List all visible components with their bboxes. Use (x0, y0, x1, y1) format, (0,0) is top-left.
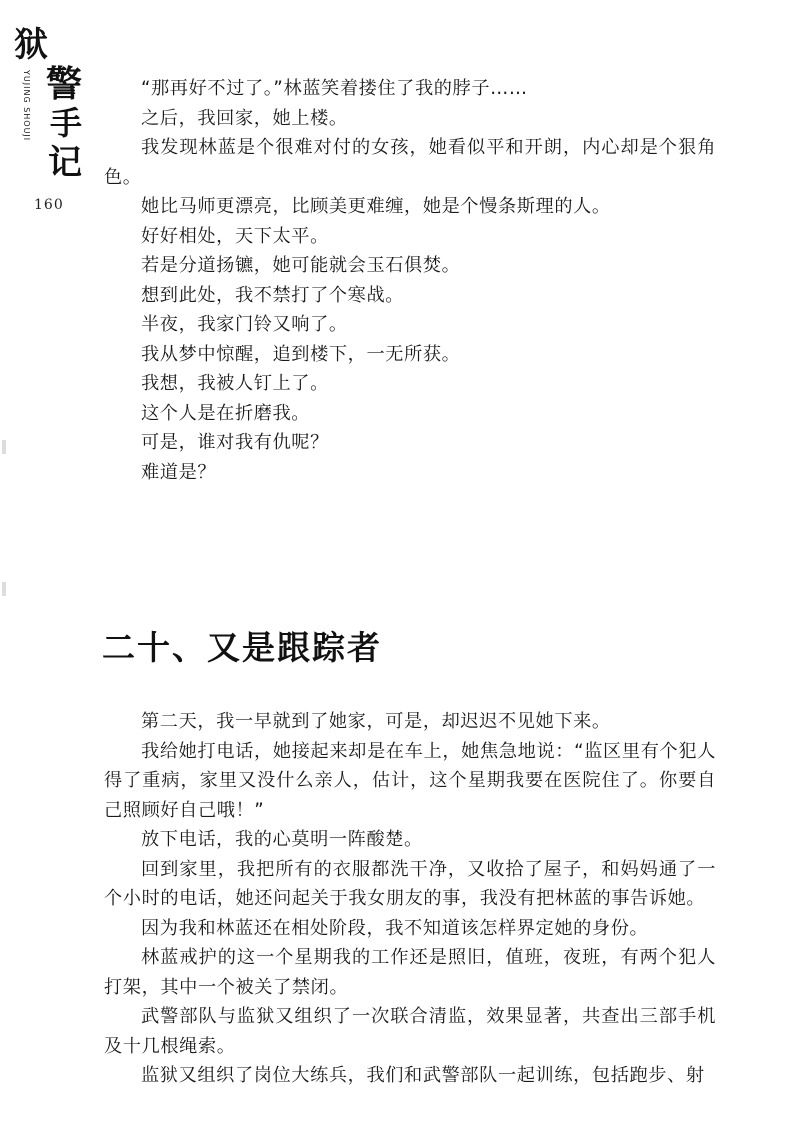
paragraph: 之后，我回家，她上楼。 (141, 107, 348, 129)
scan-artifact (2, 440, 6, 454)
paragraph: 放下电话，我的心莫明一阵酸楚。 (141, 829, 423, 850)
paragraph: 可是，谁对我有仇呢？ (141, 432, 329, 453)
page-number: 160 (34, 197, 64, 213)
paragraph: 回到家里，我把所有的衣服都洗干净，又收拾了屋子，和妈妈通了一个小时的电话，她还问起关于我女朋友的事，我没有把林蓝的事告诉她。 (104, 858, 716, 909)
section-two-text (104, 707, 716, 1091)
paragraph: 监狱又组织了岗位大练兵，我们和武警部队一起训练，包括跑步、射 (141, 1065, 705, 1086)
paragraph: 第二天，我一早就到了她家，可是，却迟迟不见她下来。 (141, 711, 611, 732)
paragraph: 好好相处，天下太平。 (141, 225, 329, 247)
paragraph: 她比马师更漂亮，比顾美更难缠，她是个慢条斯理的人。 (141, 196, 611, 217)
paragraph: 这个人是在折磨我。 (141, 402, 311, 424)
paragraph: 我想，我被人钉上了。 (141, 373, 329, 394)
paragraph: “那再好不过了。”林蓝笑着搂住了我的脖子…… (141, 78, 528, 99)
paragraph: 武警部队与监狱又组织了一次联合清监，效果显著，共查出三部手机及十几根绳索。 (104, 1006, 716, 1057)
paragraph: 若是分道扬镳，她可能就会玉石俱焚。 (141, 255, 461, 276)
paragraph: 半夜，我家门铃又响了。 (141, 314, 348, 335)
paragraph: 难道是？ (141, 461, 217, 483)
paragraph: 我从梦中惊醒，追到楼下，一无所获。 (141, 343, 461, 365)
section-one-text (104, 74, 716, 487)
paragraph: 我给她打电话，她接起来却是在车上，她焦急地说：“监区里有个犯人得了重病，家里又没什么亲人，估计，这个星期我要在医院住了。你要自己照顾好自己哦！” (104, 740, 716, 821)
book-logo (12, 22, 92, 182)
logo-pinyin: YUJING SHOUJI (22, 70, 31, 142)
paragraph: 因为我和林蓝还在相处阶段，我不知道该怎样界定她的身份。 (141, 917, 649, 939)
paragraph: 想到此处，我不禁打了个寒战。 (141, 284, 405, 306)
paragraph: 我发现林蓝是个很难对付的女孩，她看似平和开朗，内心却是个狠角色。 (104, 137, 716, 188)
logo-char: 警 (46, 64, 83, 105)
scan-artifact (2, 582, 6, 596)
logo-char: 狱 (14, 25, 48, 65)
logo-char: 手 (50, 104, 83, 142)
brush-calligraphy-logo-icon (12, 22, 92, 182)
chapter-title: 二十、又是跟踪者 (102, 628, 382, 667)
logo-char: 记 (48, 143, 82, 182)
paragraph: 林蓝戒护的这一个星期我的工作还是照旧，值班，夜班，有两个犯人打架，其中一个被关了禁闭。 (104, 947, 716, 998)
